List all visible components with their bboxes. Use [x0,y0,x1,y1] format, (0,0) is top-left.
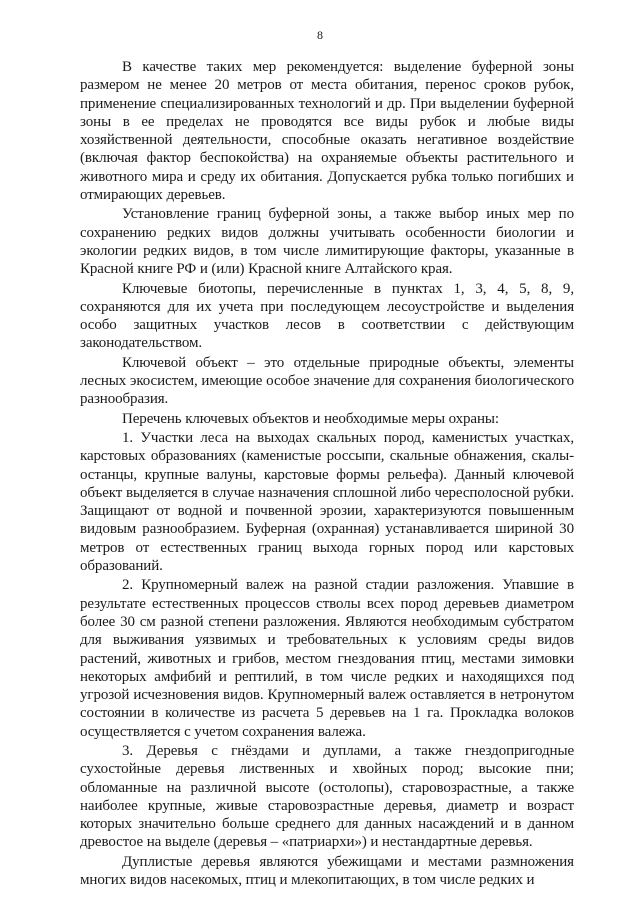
paragraph-key-biotopes: Ключевые биотопы, перечисленные в пунктах 1, 3, 4, 5, 8, 9, сохраняются для их учета при последующем лесоустройстве и выделения особо защитных участков лесов в соответствии с действующим законодательством. [80,280,574,352]
paragraph-buffer-zone-boundaries: Установление границ буферной зоны, а также выбор иных мер по сохранению редких видов должны учитывать особенности биологии и экологии редких видов, в том числе лимитирующие факторы, указанные в Красной книге РФ и (или) Красной книге Алтайского края. [80,206,574,278]
list-item-rock-outcrops: 1. Участки леса на выходах скальных пород, каменистых участках, карстовых образованиях (каменистые россыпи, скальные обнажения, скалы-останцы, крупные валуны, карстовые формы рельефа). Данный ключевой объект выделяется в случае назначения сплошной либо чересполосной рубки. Защищают от водной и почвенной эрозии, характеризуются повышенным видовым разнообразием. Буферная (охранная) устанавливается шириной 30 метров от естественных границ выхода горных пород или карстовых образований. [80,429,574,575]
paragraph-hollow-trees-role: Дуплистые деревья являются убежищами и местами размножения многих видов насекомых, птиц и млекопитающих, в том числе редких и [80,853,574,889]
list-item-hollow-trees: 3. Деревья с гнёздами и дуплами, а также гнездопригодные сухостойные деревья лиственных и хвойных пород; высокие пни; обломанные на различной высоте (остолопы), старовозрастные, а также наиболее крупные, живые старовозрастные деревья, диаметр и возраст которых значительно больше среднего для данных насаждений и в данном древостое на выделе (деревья – «патриархи») и нестандартные деревья. [80,742,574,851]
body-text [80,58,574,890]
page-number: 8 [317,28,323,42]
list-item-large-deadwood: 2. Крупномерный валеж на разной стадии разложения. Упавшие в результате естественных процессов стволы всех пород деревьев диаметром более 30 см разной степени разложения. Являются необходимым субстратом для выживания уязвимых и требовательных к условиям среды видов растений, животных и грибов, местом гнездования птиц, местами зимовки некоторых амфибий и рептилий, в том числе редких и находящихся под угрозой исчезновения видов. Крупномерный валеж оставляется в нетронутом состоянии в количестве из расчета 5 деревьев на 1 га. Прокладка волоков осуществляется с учетом сохранения валежа. [80,577,574,740]
paragraph-key-objects-list-intro: Перечень ключевых объектов и необходимые меры охраны: [122,410,499,427]
paragraph-key-object-definition: Ключевой объект – это отдельные природные объекты, элементы лесных экосистем, имеющие особое значение для сохранения биологического разнообразия. [80,354,574,408]
paragraph-buffer-zone-measures: В качестве таких мер рекомендуется: выделение буферной зоны размером не менее 20 метров от места обитания, перенос сроков рубок, применение специализированных технологий и др. При выделении буферной зоны в ее пределах не проводятся все виды рубок и любые виды хозяйственной деятельности, способные оказать негативное воздействие (включая фактор беспокойства) на охраняемые объекты растительного и животного мира и среду их обитания. Допускается рубка только погибших и отмирающих деревьев. [80,59,574,204]
